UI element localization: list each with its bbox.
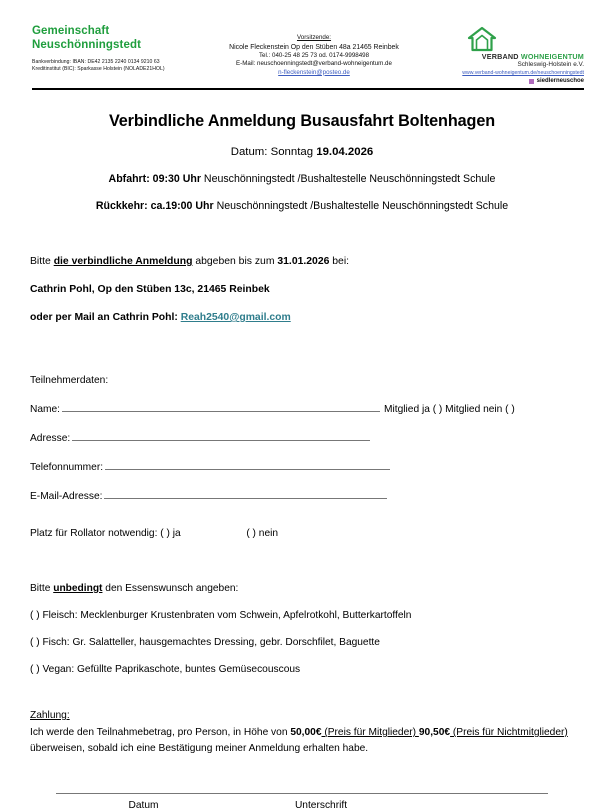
rollator-yes-option[interactable]: ( ) ja <box>160 528 181 539</box>
event-date-prefix: Datum: Sonntag <box>230 146 317 158</box>
payment-text <box>30 725 574 757</box>
letterhead-contact <box>212 24 416 77</box>
adresse-input[interactable] <box>72 431 370 441</box>
organization-name-line1: Gemeinschaft <box>32 25 110 37</box>
participant-block <box>0 375 604 539</box>
signature-area <box>0 793 604 811</box>
food-heading-emphasis: unbedingt <box>53 583 103 594</box>
chair-email-link[interactable]: n-fleckenstein@posteo.de <box>278 68 350 76</box>
registration-mail-prefix: oder per Mail an Cathrin Pohl: <box>30 312 181 323</box>
name-label: Name: <box>30 404 61 415</box>
food-heading-pre: Bitte <box>30 583 54 594</box>
food-option-meat[interactable]: ( ) Fleisch: Mecklenburger Krustenbraten vom Schwein, Apfelrotkohl, Butterkartoffeln <box>30 610 412 621</box>
letterhead-left <box>32 24 212 73</box>
telefon-label: Telefonnummer: <box>30 462 104 473</box>
registration-mid: abgeben bis zum <box>192 256 278 267</box>
brand-verband: VERBAND <box>481 52 519 61</box>
signature-labels <box>56 800 574 811</box>
letterhead <box>0 0 604 84</box>
brand-wohneigentum: WOHNEIGENTUM <box>520 52 584 61</box>
registration-deadline-date: 31.01.2026 <box>277 256 330 267</box>
registration-block <box>0 256 604 323</box>
bank-details <box>32 59 212 73</box>
payment-heading: Zahlung: <box>30 710 70 721</box>
return-place: Neuschönningstedt /Bushaltestelle Neuschönningstedt Schule <box>213 200 509 212</box>
registration-post: bei: <box>329 256 350 267</box>
bank-bic: Kreditinstitut (BIC): Sparkasse Holstein (NOLADE21HOL) <box>32 65 165 72</box>
organization-name-line2: Neuschönningstedt <box>32 39 142 51</box>
food-option-fish[interactable]: ( ) Fisch: Gr. Salatteller, hausgemachtes Dressing, gebr. Dorschfilet, Baguette <box>30 637 380 648</box>
field-telefon-row <box>30 460 574 473</box>
food-option-vegan[interactable]: ( ) Vegan: Gefüllte Paprikaschote, buntes Gemüsecouscous <box>30 664 301 675</box>
signature-line[interactable] <box>56 793 548 794</box>
food-heading <box>30 583 574 594</box>
signature-date-label: Datum <box>128 800 159 811</box>
page-title: Verbindliche Anmeldung Busausfahrt Boltenhagen <box>108 112 496 130</box>
house-icon <box>416 26 548 52</box>
payment-price-member: 50,00€ <box>290 727 322 738</box>
registration-emphasis: die verbindliche Anmeldung <box>53 256 193 267</box>
food-heading-post: den Essenswunsch angeben: <box>102 583 239 594</box>
return-label: Rückkehr: ca.19:00 Uhr <box>95 200 214 212</box>
chair-name-address: Nicole Fleckenstein Op den Stüben 48a 21465 Reinbek <box>229 43 399 51</box>
event-date-value: 19.04.2026 <box>316 146 374 158</box>
payment-text-part4: überweisen, sobald ich eine Bestätigung meiner Anmeldung erhalten habe. <box>30 743 369 754</box>
email-input[interactable] <box>104 489 387 499</box>
event-date <box>0 146 604 158</box>
payment-text-part3: (Preis für Nichtmitglieder) <box>450 727 568 738</box>
field-adresse-row <box>30 431 574 444</box>
departure-label: Abfahrt: 09:30 Uhr <box>108 173 201 185</box>
payment-text-part2: (Preis für Mitglieder) <box>321 727 419 738</box>
payment-price-nonmember: 90,50€ <box>418 727 451 738</box>
rollator-label: Platz für Rollator notwendig: <box>30 528 158 539</box>
adresse-label: Adresse: <box>30 433 71 444</box>
telefon-input[interactable] <box>105 460 390 470</box>
payment-block <box>0 710 604 757</box>
brand-name <box>416 52 584 61</box>
food-block <box>0 583 604 675</box>
payment-text-part1: Ich werde den Teilnahmebetrag, pro Person, in Höhe von <box>30 727 291 738</box>
field-name-row <box>30 402 574 415</box>
instagram-icon <box>529 79 534 84</box>
brand-website-link[interactable]: www.verband-wohneigentum.de/neuschoenningstedt <box>462 70 584 76</box>
signature-name-label: Unterschrift <box>294 800 348 811</box>
rollator-no-option[interactable]: ( ) nein <box>246 528 279 539</box>
departure-line <box>0 173 604 185</box>
registration-email-link[interactable]: Reah2540@gmail.com <box>180 312 291 323</box>
header-divider <box>32 88 584 90</box>
rollator-row <box>30 528 574 539</box>
registration-deadline-line <box>30 256 574 267</box>
registration-mail-line <box>30 312 574 323</box>
registration-contact-address: Cathrin Pohl, Op den Stüben 13c, 21465 Reinbek <box>30 284 270 295</box>
return-line <box>0 200 604 212</box>
brand-region: Schleswig-Holstein e.V. <box>517 61 584 68</box>
social-badge <box>416 78 584 84</box>
chair-email-org: E-Mail: neuschoenningstedt@verband-wohneigentum.de <box>236 60 392 68</box>
membership-options[interactable]: Mitglied ja ( ) Mitglied nein ( ) <box>384 404 515 415</box>
name-input[interactable] <box>62 402 380 412</box>
departure-place: Neuschönningstedt /Bushaltestelle Neuschönningstedt Schule <box>200 173 496 185</box>
social-badge-label: siedlerneuschoe <box>536 78 584 84</box>
organization-name <box>32 24 212 52</box>
registration-pre: Bitte <box>30 256 54 267</box>
email-label: E-Mail-Adresse: <box>30 491 103 502</box>
participant-section-label: Teilnehmerdaten: <box>30 375 109 386</box>
chair-role-label: Vorsitzende: <box>296 34 332 41</box>
letterhead-right <box>416 24 584 84</box>
field-email-row <box>30 489 574 502</box>
chair-phone: Tel.: 040-25 48 25 73 od. 0174-9998498 <box>258 51 370 59</box>
bank-iban: Bankverbindung: IBAN: DE42 2135 2240 0134 9210 63 <box>32 59 160 65</box>
